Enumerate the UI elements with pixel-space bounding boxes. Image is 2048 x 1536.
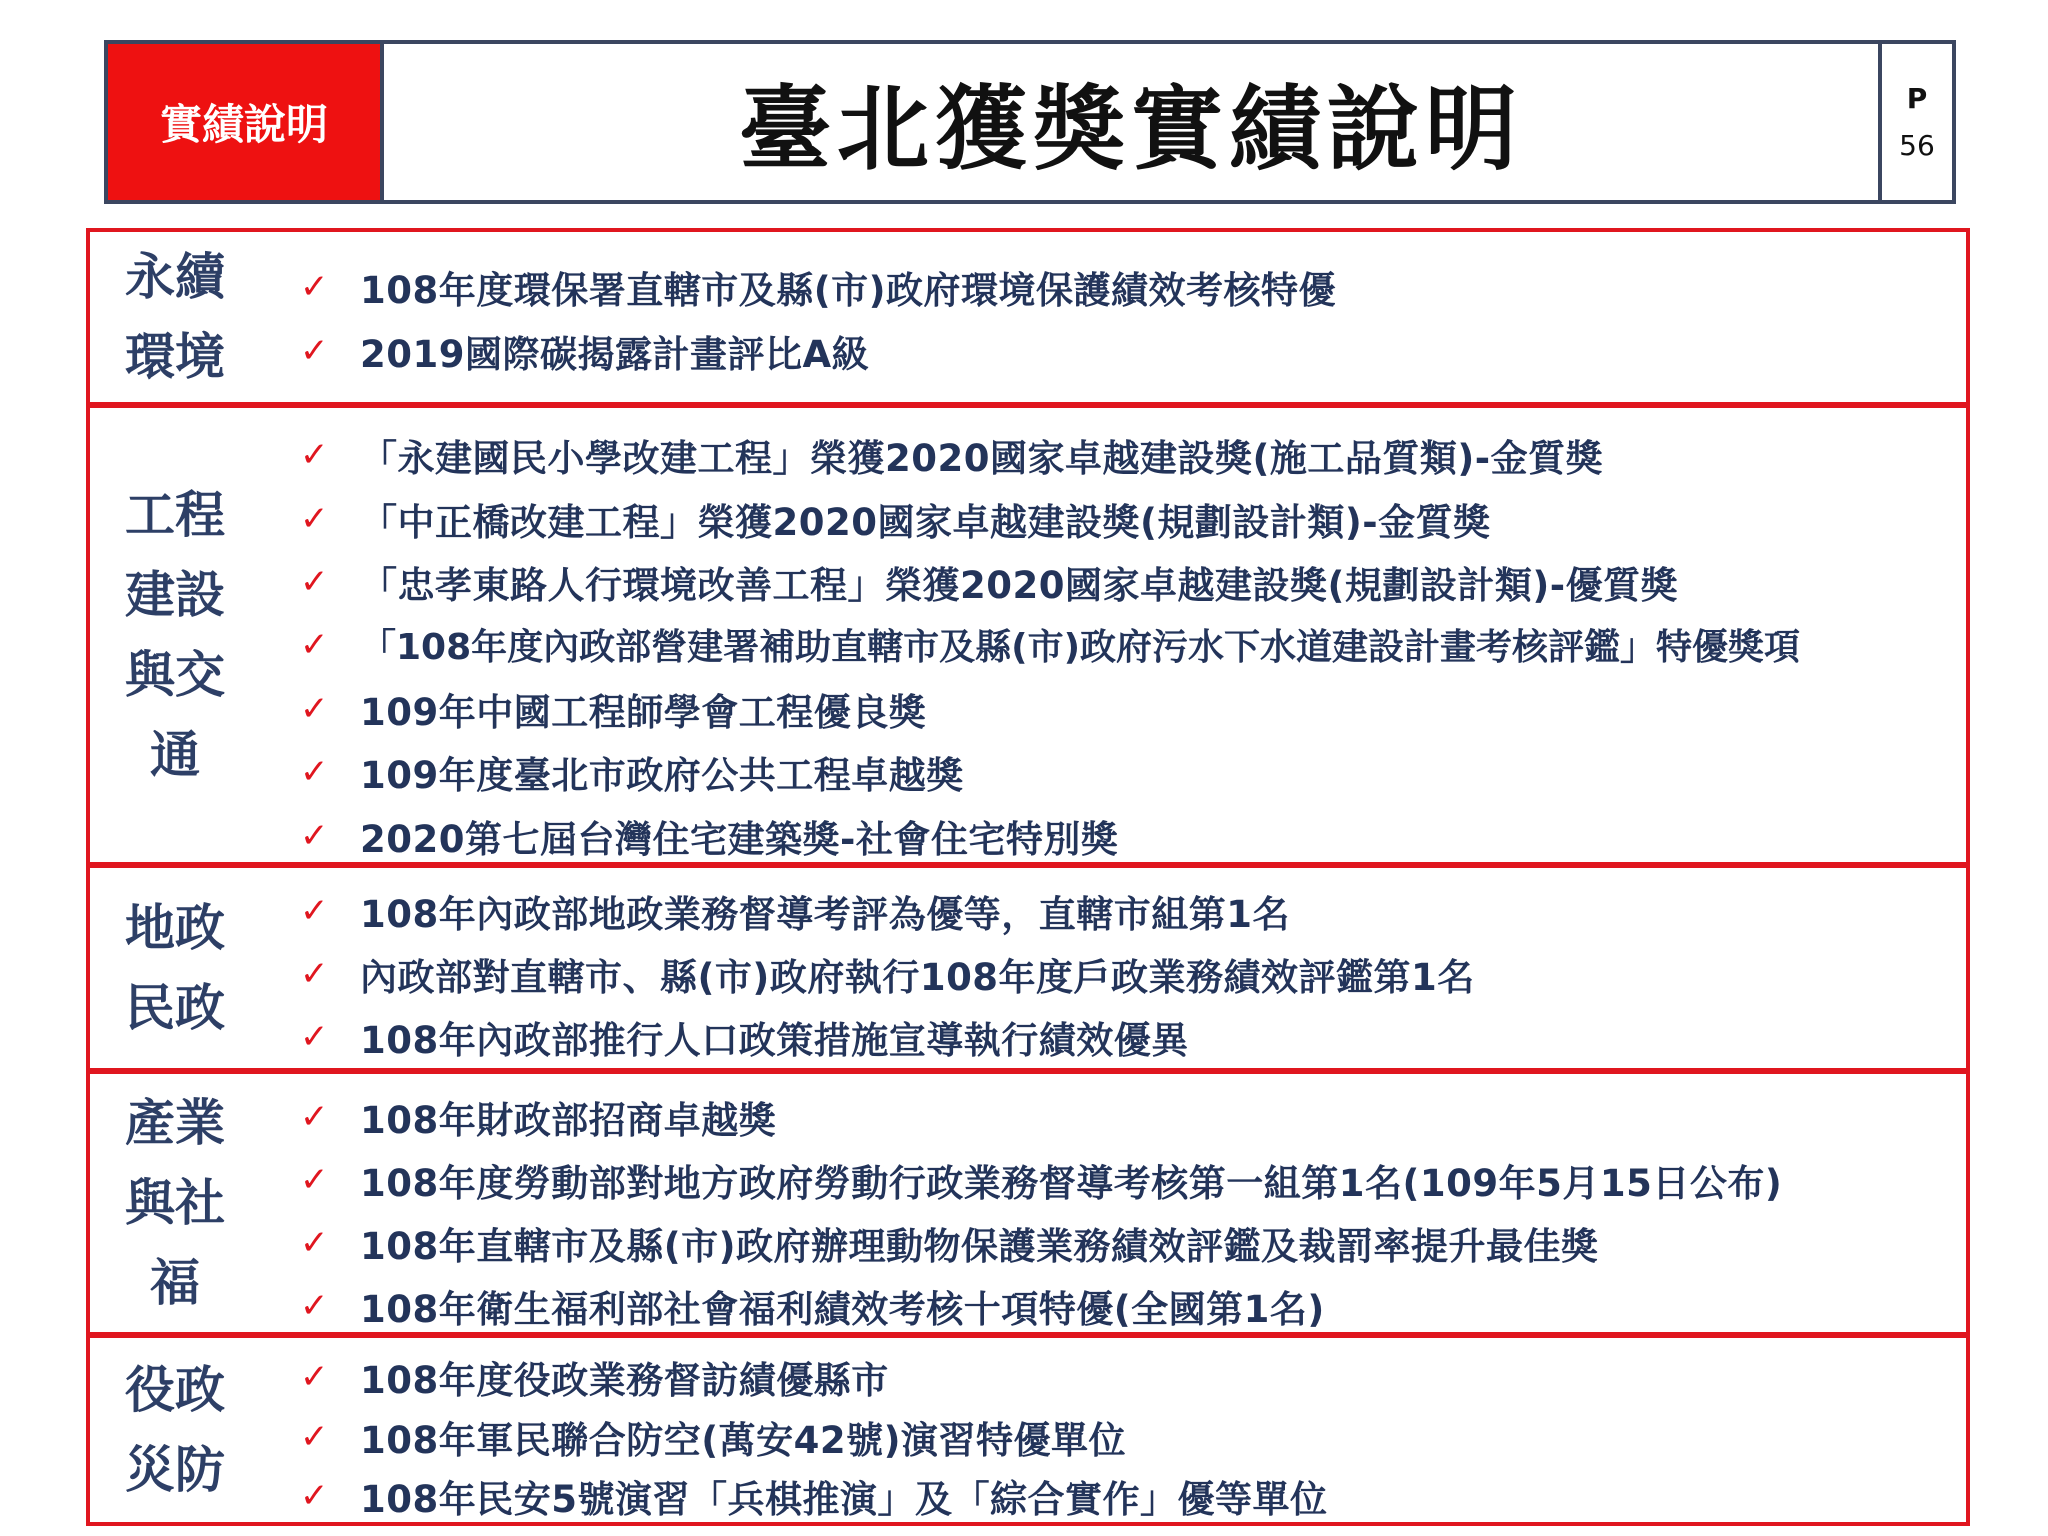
section-industry-welfare [86,1070,1970,1336]
check-mark-icon: ✓ [300,562,329,602]
check-mark-icon: ✓ [300,1097,329,1137]
category-line: 與社 [125,1174,225,1232]
item-text: 109年度臺北市政府公共工程卓越獎 [360,754,964,797]
section-land-civil [86,864,1970,1072]
item-text: 108年度環保署直轄市及縣(市)政府環境保護績效考核特優 [360,269,1337,312]
item-text: 108年度勞動部對地方政府勞動行政業務督導考核第一組第1名(109年5月15日公布) [360,1162,1783,1205]
page-indicator [1878,44,1952,200]
page-label: P [1906,82,1928,115]
item-text: 108年財政部招商卓越獎 [360,1099,777,1142]
list-item [300,1410,1958,1464]
page-number: 56 [1899,129,1935,162]
category-line: 永續 [125,248,225,306]
list-item [300,1279,1958,1333]
category-line: 役政 [125,1361,225,1419]
section-environment [86,228,1970,406]
list-item [300,324,1958,378]
category-line: 環境 [125,328,225,386]
item-text: 108年直轄市及縣(市)政府辦理動物保護業務績效評鑑及裁罰率提升最佳獎 [360,1225,1599,1268]
check-mark-icon: ✓ [300,1017,329,1057]
check-mark-icon: ✓ [300,954,329,994]
list-item [300,947,1958,1001]
list-item [300,745,1958,799]
list-item [300,1090,1958,1144]
section-engineering [86,404,1970,866]
list-item [300,1469,1958,1523]
item-text: 108年度役政業務督訪績優縣市 [360,1359,889,1402]
check-mark-icon: ✓ [300,624,329,665]
check-mark-icon: ✓ [300,891,329,931]
item-text: 108年軍民聯合防空(萬安42號)演習特優單位 [360,1419,1127,1462]
list-item [300,619,1958,670]
category-line: 通 [150,726,200,784]
check-mark-icon: ✓ [300,752,329,792]
check-mark-icon: ✓ [300,1286,329,1326]
category-line: 福 [150,1254,200,1312]
item-text: 「中正橋改建工程」榮獲2020國家卓越建設獎(規劃設計類)-金質獎 [360,501,1491,544]
category-line: 災防 [125,1441,225,1499]
list-item [300,428,1958,482]
check-mark-icon: ✓ [300,331,329,371]
item-text: 內政部對直轄市、縣(市)政府執行108年度戶政業務績效評鑑第1名 [360,956,1475,999]
item-text: 109年中國工程師學會工程優良獎 [360,691,927,734]
category-line: 工程 [125,486,225,544]
slide-header [104,40,1956,204]
item-text: 「忠孝東路人行環境改善工程」榮獲2020國家卓越建設獎(規劃設計類)-優質獎 [360,564,1679,607]
item-text: 「永建國民小學改建工程」榮獲2020國家卓越建設獎(施工品質類)-金質獎 [360,437,1604,480]
category-line: 建設 [125,566,225,624]
check-mark-icon: ✓ [300,1357,329,1397]
section-military-disaster [86,1334,1970,1526]
check-mark-icon: ✓ [300,1160,329,1200]
list-item [300,1350,1958,1404]
list-item [300,260,1958,314]
section-tag: 實績說明 [108,44,384,200]
category-label [120,1338,230,1522]
list-item [300,1153,1958,1207]
check-mark-icon: ✓ [300,689,329,729]
list-item [300,1010,1958,1064]
list-item [300,555,1958,609]
list-item [300,492,1958,546]
check-mark-icon: ✓ [300,1476,329,1516]
category-label [120,232,230,402]
category-label [120,868,230,1068]
check-mark-icon: ✓ [300,816,329,856]
category-label [120,408,230,862]
check-mark-icon: ✓ [300,499,329,539]
item-text: 108年內政部地政業務督導考評為優等，直轄市組第1名 [360,893,1290,936]
item-text: 108年衛生福利部社會福利績效考核十項特優(全國第1名) [360,1288,1325,1331]
list-item [300,1216,1958,1270]
check-mark-icon: ✓ [300,1417,329,1457]
category-line: 地政 [125,899,225,957]
item-text: 「108年度內政部營建署補助直轄市及縣(市)政府污水下水道建設計畫考核評鑑」特優獎項 [360,627,1801,668]
list-item [300,682,1958,736]
category-line: 產業 [125,1094,225,1152]
check-mark-icon: ✓ [300,1223,329,1263]
category-line: 與交 [125,646,225,704]
item-text: 108年民安5號演習「兵棋推演」及「綜合實作」優等單位 [360,1478,1328,1521]
item-text: 2019國際碳揭露計畫評比A級 [360,333,870,376]
page-title: 臺北獲獎實績說明 [738,76,1523,183]
item-text: 2020第七屆台灣住宅建築獎-社會住宅特別獎 [360,818,1119,861]
item-text: 108年內政部推行人口政策措施宣導執行績效優異 [360,1019,1189,1062]
check-mark-icon: ✓ [300,435,329,475]
category-label [120,1074,230,1332]
list-item [300,884,1958,938]
category-line: 民政 [125,979,225,1037]
list-item [300,809,1958,863]
check-mark-icon: ✓ [300,267,329,307]
